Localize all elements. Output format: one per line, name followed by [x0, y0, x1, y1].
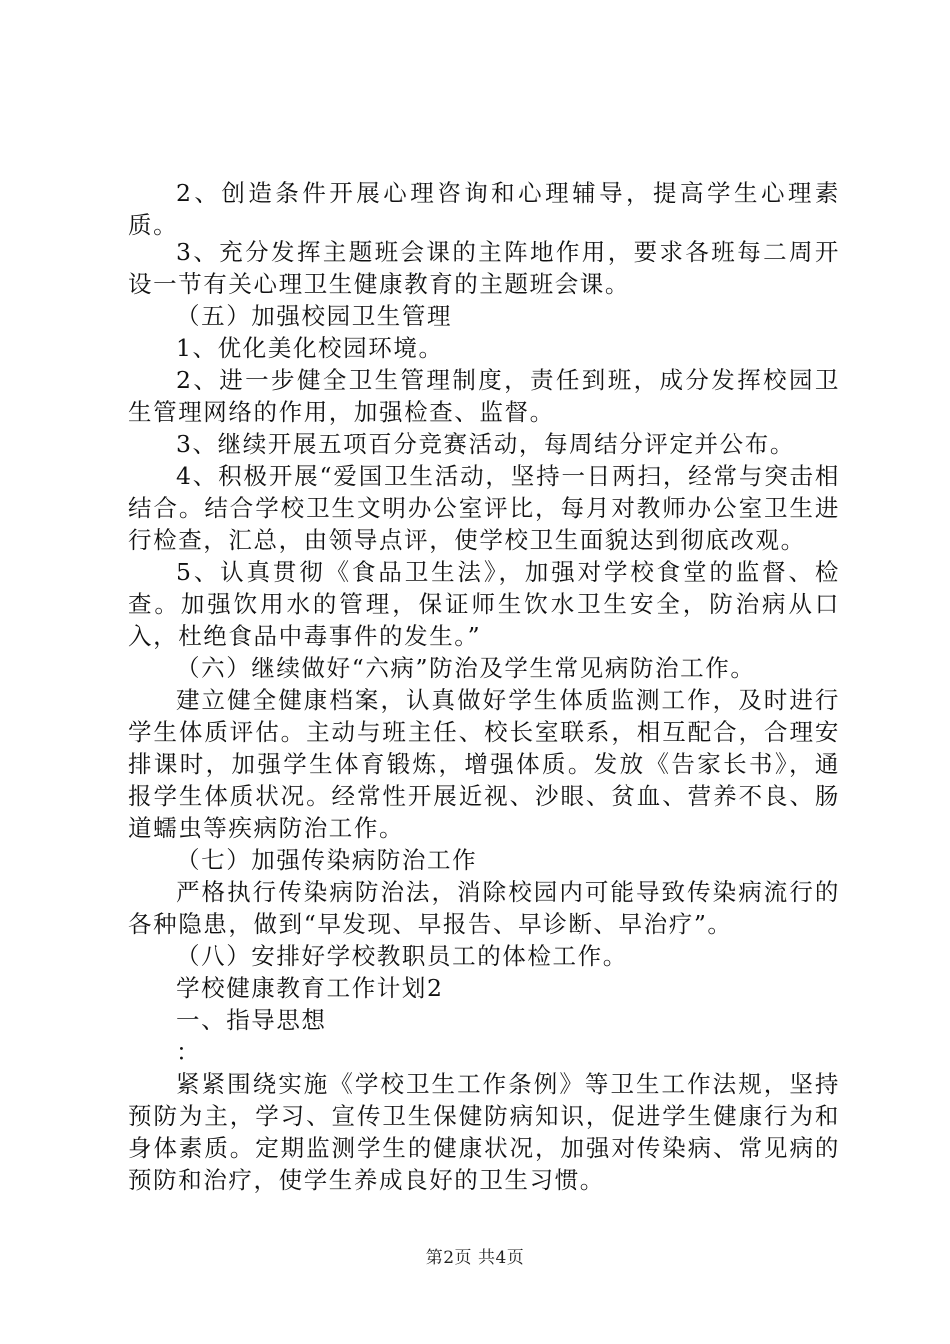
paragraph-item-3-class-meeting: 3、充分发挥主题班会课的主阵地作用，要求各班每二周开设一节有关心理卫生健康教育的主题班会课。: [128, 238, 840, 298]
paragraph-item-1-campus: 1、优化美化校园环境。: [176, 334, 444, 362]
paragraph-item-5-food: 5、认真贯彻《食品卫生法》，加强对学校食堂的监督、检查。加强饮用水的管理，保证师生饮水卫生安全，防治病从口入，杜绝食品中毒事件的发生。”: [128, 558, 840, 650]
stray-colon: ：: [176, 1038, 202, 1066]
paragraph-health-records: 建立健全健康档案，认真做好学生体质监测工作，及时进行学生体质评估。主动与班主任、校长室联系，相互配合，合理安排课时，加强学生体育锻炼，增强体质。发放《告家长书》，通报学生体质状况。经常性开展近视、沙眼、贫血、营养不良、肠道蠕虫等疾病防治工作。: [128, 686, 840, 842]
paragraph-item-4-patriotic: 4、积极开展“爱国卫生活动，坚持一日两扫，经常与突击相结合。结合学校卫生文明办公室评比，每月对教师办公室卫生进行检查，汇总，由领导点评，使学校卫生面貌达到彻底改观。: [128, 462, 840, 554]
paragraph-block-top: [128, 177, 840, 241]
paragraph-guiding-thought: 紧紧围绕实施《学校卫生工作条例》等卫生工作法规，坚持预防为主，学习、宣传卫生保健防病知识，促进学生健康行为和身体素质。定期监测学生的健康状况，加强对传染病、常见病的预防和治疗，使学生养成良好的卫生习惯。: [128, 1070, 840, 1194]
section-heading-6: （六）继续做好“六病”防治及学生常见病防治工作。: [176, 654, 756, 682]
section-heading-7: （七）加强传染病防治工作: [176, 846, 478, 874]
section-heading-guiding-thought: 一、指导思想: [176, 1006, 327, 1034]
paragraph-item-3-competition: 3、继续开展五项百分竞赛活动，每周结分评定并公布。: [176, 430, 795, 458]
section-heading-8: （八）安排好学校教职员工的体检工作。: [176, 942, 628, 970]
plan-title-2: 学校健康教育工作计划2: [176, 974, 444, 1002]
paragraph-item-2-counseling: 2、创造条件开展心理咨询和心理辅导，提高学生心理素质。: [128, 179, 840, 239]
paragraph-block-main: [128, 236, 840, 1196]
paragraph-infectious-disease: 严格执行传染病防治法，消除校园内可能导致传染病流行的各种隐患，做到“早发现、早报告、早诊断、早治疗”。: [128, 878, 840, 938]
page-number-footer: 第2页 共4页: [425, 1248, 525, 1268]
paragraph-item-2-rules: 2、进一步健全卫生管理制度，责任到班，成分发挥校园卫生管理网络的作用，加强检查、监督。: [128, 366, 840, 426]
section-heading-5: （五）加强校园卫生管理: [176, 302, 453, 330]
